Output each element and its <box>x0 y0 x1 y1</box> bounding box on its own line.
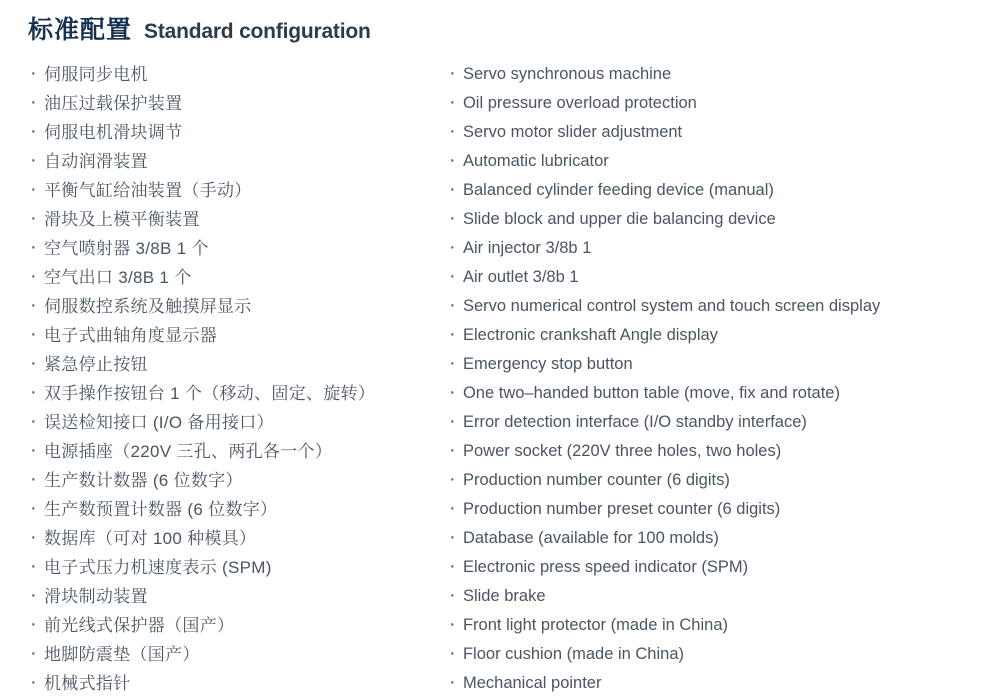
list-item: · 误送检知接口 (I/O 备用接口） <box>28 408 437 437</box>
page-title-chinese: 标准配置 <box>28 16 133 44</box>
english-feature-list <box>447 60 980 698</box>
list-item: · Air outlet 3/8b 1 <box>447 263 980 292</box>
list-item: · 伺服同步电机 <box>28 60 437 89</box>
list-item: · Production number preset counter (6 digits) <box>447 495 980 524</box>
list-item: · 地脚防震垫（国产） <box>28 640 437 669</box>
list-item: · 电子式压力机速度表示 (SPM) <box>28 553 437 582</box>
list-item: · Electronic press speed indicator (SPM) <box>447 553 980 582</box>
list-item: · Servo numerical control system and touch screen display <box>447 292 980 321</box>
list-item: · Slide brake <box>447 582 980 611</box>
list-item: · Servo motor slider adjustment <box>447 118 980 147</box>
list-item: · 电源插座（220V 三孔、两孔各一个） <box>28 437 437 466</box>
list-item: · One two–handed button table (move, fix and rotate) <box>447 379 980 408</box>
list-item: · 滑块及上模平衡装置 <box>28 205 437 234</box>
configuration-columns <box>20 60 980 698</box>
list-item: · Front light protector (made in China) <box>447 611 980 640</box>
list-item: · Error detection interface (I/O standby interface) <box>447 408 980 437</box>
list-item: · 伺服电机滑块调节 <box>28 118 437 147</box>
list-item: · Electronic crankshaft Angle display <box>447 321 980 350</box>
list-item: · Air injector 3/8b 1 <box>447 234 980 263</box>
page-title-english: Standard configuration <box>144 20 371 43</box>
list-item: · 数据库（可对 100 种模具） <box>28 524 437 553</box>
list-item: · Servo synchronous machine <box>447 60 980 89</box>
list-item: · Oil pressure overload protection <box>447 89 980 118</box>
list-item: · 自动润滑装置 <box>28 147 437 176</box>
list-item: · Automatic lubricator <box>447 147 980 176</box>
list-item: · 机械式指针 <box>28 669 437 698</box>
list-item: · Floor cushion (made in China) <box>447 640 980 669</box>
list-item: · Production number counter (6 digits) <box>447 466 980 495</box>
list-item: · Balanced cylinder feeding device (manual) <box>447 176 980 205</box>
chinese-feature-list <box>28 60 437 698</box>
list-item: · 生产数计数器 (6 位数字） <box>28 466 437 495</box>
page-title <box>20 10 980 46</box>
list-item: · Mechanical pointer <box>447 669 980 698</box>
list-item: · Emergency stop button <box>447 350 980 379</box>
list-item: · Database (available for 100 molds) <box>447 524 980 553</box>
english-column <box>437 60 980 698</box>
list-item: · Power socket (220V three holes, two holes) <box>447 437 980 466</box>
list-item: · 空气出口 3/8B 1 个 <box>28 263 437 292</box>
chinese-column <box>20 60 437 698</box>
list-item: · 伺服数控系统及触摸屏显示 <box>28 292 437 321</box>
list-item: · 电子式曲轴角度显示器 <box>28 321 437 350</box>
list-item: · 滑块制动装置 <box>28 582 437 611</box>
list-item: · 生产数预置计数器 (6 位数字） <box>28 495 437 524</box>
list-item: · 紧急停止按钮 <box>28 350 437 379</box>
list-item: · 空气喷射器 3/8B 1 个 <box>28 234 437 263</box>
list-item: · 双手操作按钮台 1 个（移动、固定、旋转） <box>28 379 437 408</box>
list-item: · 前光线式保护器（国产） <box>28 611 437 640</box>
list-item: · 油压过载保护装置 <box>28 89 437 118</box>
list-item: · Slide block and upper die balancing device <box>447 205 980 234</box>
list-item: · 平衡气缸给油装置（手动） <box>28 176 437 205</box>
